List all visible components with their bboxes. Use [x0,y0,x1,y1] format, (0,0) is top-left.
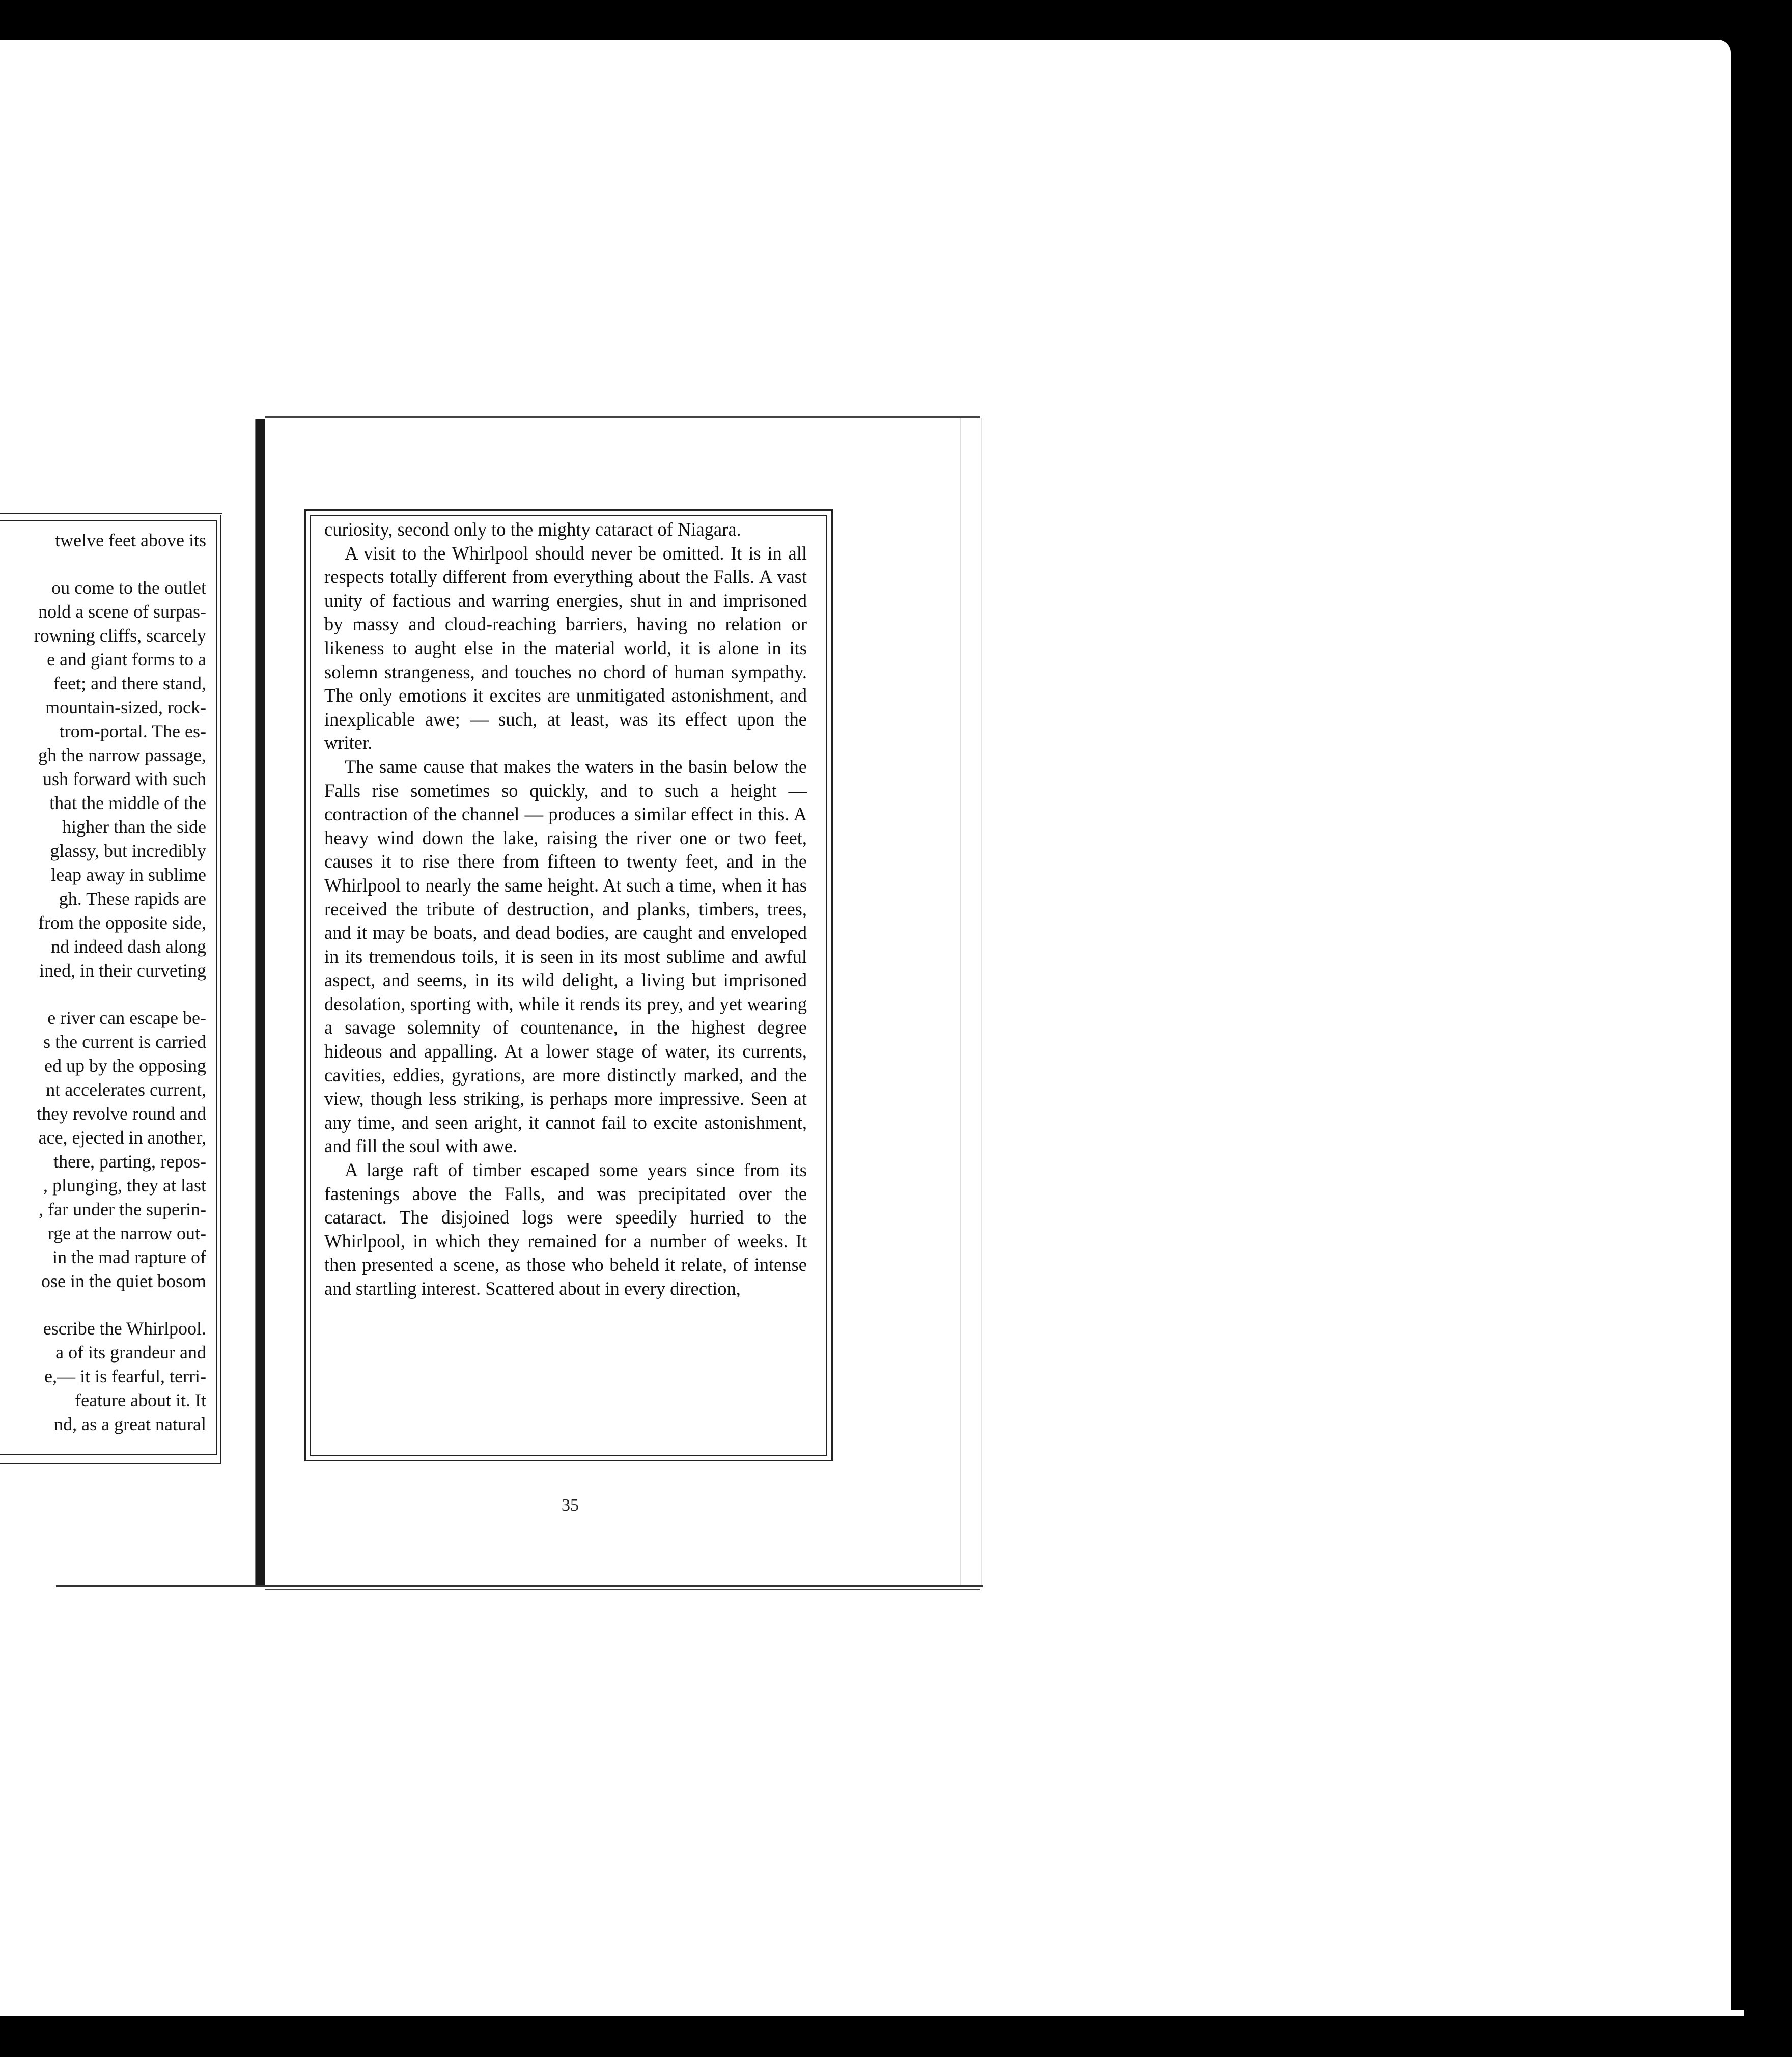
left-line: feature about it. It [75,1390,206,1410]
left-line: higher than the side [62,817,206,837]
left-line: nold a scene of surpas- [38,601,206,622]
left-page-text [0,529,206,1436]
scan-border-bottom [0,2016,1792,2057]
left-line: feet; and there stand, [53,673,206,693]
left-line: ou come to the outlet [51,577,206,598]
paragraph: The same cause that makes the waters in the basin below the Falls rise sometimes so quickly, and to such a height — contraction of the channel — produces a similar effect in this. A heavy wind down the lake, raising the river one or two feet, causes it to rise there from fifteen to twenty feet, and in the Whirlpool to nearly the same height. At such a time, when it has received the tribute of destruction, and planks, timbers, trees, and it may be boats, and dead bodies, are caught and enveloped in its tremendous toils, it is seen in its most sublime and awful aspect, and seems, in its wild delight, a living but imprisoned desolation, sporting with, while it rends its prey, and yet wearing a savage solemnity of countenance, in the highest degree hideous and appalling. At a lower stage of water, its currents, cavities, eddies, gyrations, are more distinctly marked, and the view, though less striking, is perhaps more impressive. Seen at any time, and seen aright, it cannot fail to excite astonishment, and fill the soul with awe. [324,756,807,1157]
right-page-text-frame [304,509,833,1461]
left-line: glassy, but incredibly [50,841,206,861]
left-line: nd indeed dash along [51,936,206,957]
left-line: ose in the quiet bosom [41,1271,206,1291]
left-line: ined, in their curveting [39,960,206,981]
left-page-text-frame [0,513,222,1465]
right-page-body-text [324,518,807,1301]
left-page [0,419,256,1585]
paragraph: A visit to the Whirlpool should never be omitted. It is in all respects totally different from everything about the Falls. A vast unity of factious and warring energies, shut in and imprisoned by massy and cloud-reaching barriers, having no relation or likeness to aught else in the material world, it is alone in its solemn strangeness, and touches no chord of human sympathy. The only emotions it excites are unmitigated astonishment, and inexplicable awe; — such, at least, was its effect upon the writer. [324,542,807,754]
left-line: leap away in sublime [51,865,206,885]
paragraph-gap [0,552,206,576]
book-bottom-edge [56,1585,983,1587]
scan-border-top [0,0,1792,40]
left-line: e river can escape be- [47,1008,206,1028]
left-line: there, parting, repos- [53,1151,206,1172]
left-line: ace, ejected in another, [38,1127,206,1148]
left-line: e,— it is fearful, terri- [44,1366,206,1386]
left-line: e and giant forms to a [47,649,206,670]
page-number: 35 [562,1496,579,1515]
book-spine [256,419,265,1585]
left-line: rowning cliffs, scarcely [34,625,206,646]
left-line: nd, as a great natural [54,1414,206,1434]
left-line: from the opposite side, [38,912,206,933]
left-line: , far under the superin- [39,1199,206,1219]
paragraph: curiosity, second only to the mighty cataract of Niagara. [324,519,741,540]
paragraph-gap [0,1293,206,1317]
left-line: ed up by the opposing [44,1055,206,1076]
left-line: in the mad rapture of [52,1247,206,1267]
left-line: , plunging, they at last [43,1175,206,1196]
left-line: nt accelerates current, [46,1079,206,1100]
left-line: escribe the Whirlpool. [43,1318,206,1339]
left-line: that the middle of the [49,793,206,813]
scan-light-strip [0,2010,1751,2016]
left-line: mountain-sized, rock- [45,697,206,717]
scan-border-right [1744,0,1792,2057]
left-line: they revolve round and [37,1103,206,1124]
left-line: s the current is carried [43,1032,206,1052]
left-line: a of its grandeur and [55,1342,206,1363]
left-line: twelve feet above its [55,530,206,550]
paragraph: A large raft of timber escaped some years since from its fastenings above the Falls, and was precipitated over the cataract. The disjoined logs were speedily hurried to the Whirlpool, in which they remained for a number of weeks. It then presented a scene, as those who beheld it relate, of intense and startling interest. Scattered about in every direction, [324,1159,807,1299]
left-line: trom-portal. The es- [59,721,206,741]
paragraph-gap [0,983,206,1006]
left-line: ush forward with such [43,769,206,789]
left-line: gh the narrow passage, [38,745,206,765]
left-line: rge at the narrow out- [47,1223,206,1243]
left-line: gh. These rapids are [59,888,206,909]
page-edge-stack [960,418,982,1587]
